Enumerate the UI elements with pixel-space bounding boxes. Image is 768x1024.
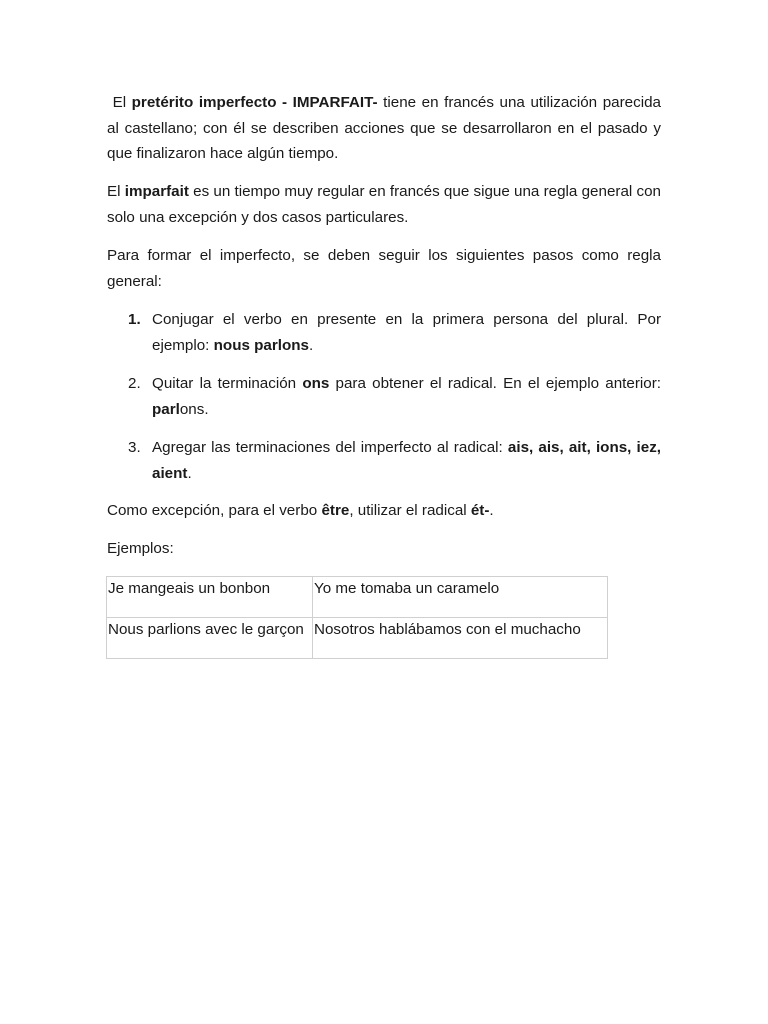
- exception-bold-etre: être: [321, 502, 350, 519]
- table-cell-french: Nous parlions avec le garçon: [107, 618, 313, 659]
- regular-text-1: El: [107, 183, 125, 200]
- step-2-bold-parl: parl: [152, 400, 180, 418]
- step-item-1: [128, 307, 661, 358]
- regular-paragraph: [107, 179, 661, 230]
- step-2-bold-ons: ons: [302, 375, 330, 392]
- step-number-3: 3.: [128, 439, 141, 456]
- intro-text-2: tiene en francés una utilización parecida al castellano; con él se describen acciones que se desarrollaron en el pasado y que finalizaron hace algún tiempo.: [107, 94, 661, 162]
- step-text-1: Conjugar el verbo en presente en la primera persona del plural. Por ejemplo: nous parlons.: [152, 311, 661, 354]
- table-cell-spanish: Nosotros hablábamos con el muchacho: [313, 618, 608, 659]
- regular-bold-term: imparfait: [124, 183, 189, 200]
- intro-paragraph: [107, 90, 661, 167]
- table-cell-french: Je mangeais un bonbon: [107, 577, 313, 618]
- table-row: [107, 577, 608, 618]
- step-number-1: 1.: [128, 311, 141, 328]
- exception-bold-et: ét-: [470, 502, 490, 519]
- step-text-3: Agregar las terminaciones del imperfecto al radical: ais, ais, ait, ions, iez, aient.: [152, 439, 662, 482]
- step-3-bold-endings: ais, ais, ait, ions, iez, aient: [152, 439, 662, 482]
- step-text-2: Quitar la terminación ons para obtener el radical. En el ejemplo anterior: parlons.: [152, 375, 661, 418]
- examples-label: Ejemplos:: [107, 540, 174, 557]
- intro-bold-term: pretérito imperfecto - IMPARFAIT-: [131, 94, 378, 111]
- steps-intro-paragraph: Para formar el imperfecto, se deben seguir los siguientes pasos como regla general:: [107, 247, 661, 290]
- step-number-2: 2.: [128, 375, 141, 392]
- step-item-2: [128, 371, 661, 422]
- table-cell-spanish: Yo me tomaba un caramelo: [313, 577, 608, 618]
- examples-table: [106, 576, 608, 659]
- step-item-3: [128, 435, 661, 486]
- regular-text-2: es un tiempo muy regular en francés que sigue una regla general con solo una excepción y dos casos particulares.: [107, 183, 661, 226]
- step-1-bold: nous parlons: [213, 336, 309, 354]
- intro-text-1: El: [112, 94, 132, 111]
- exception-paragraph: Como excepción, para el verbo être, utilizar el radical ét-.: [107, 502, 494, 519]
- table-row: [107, 618, 608, 659]
